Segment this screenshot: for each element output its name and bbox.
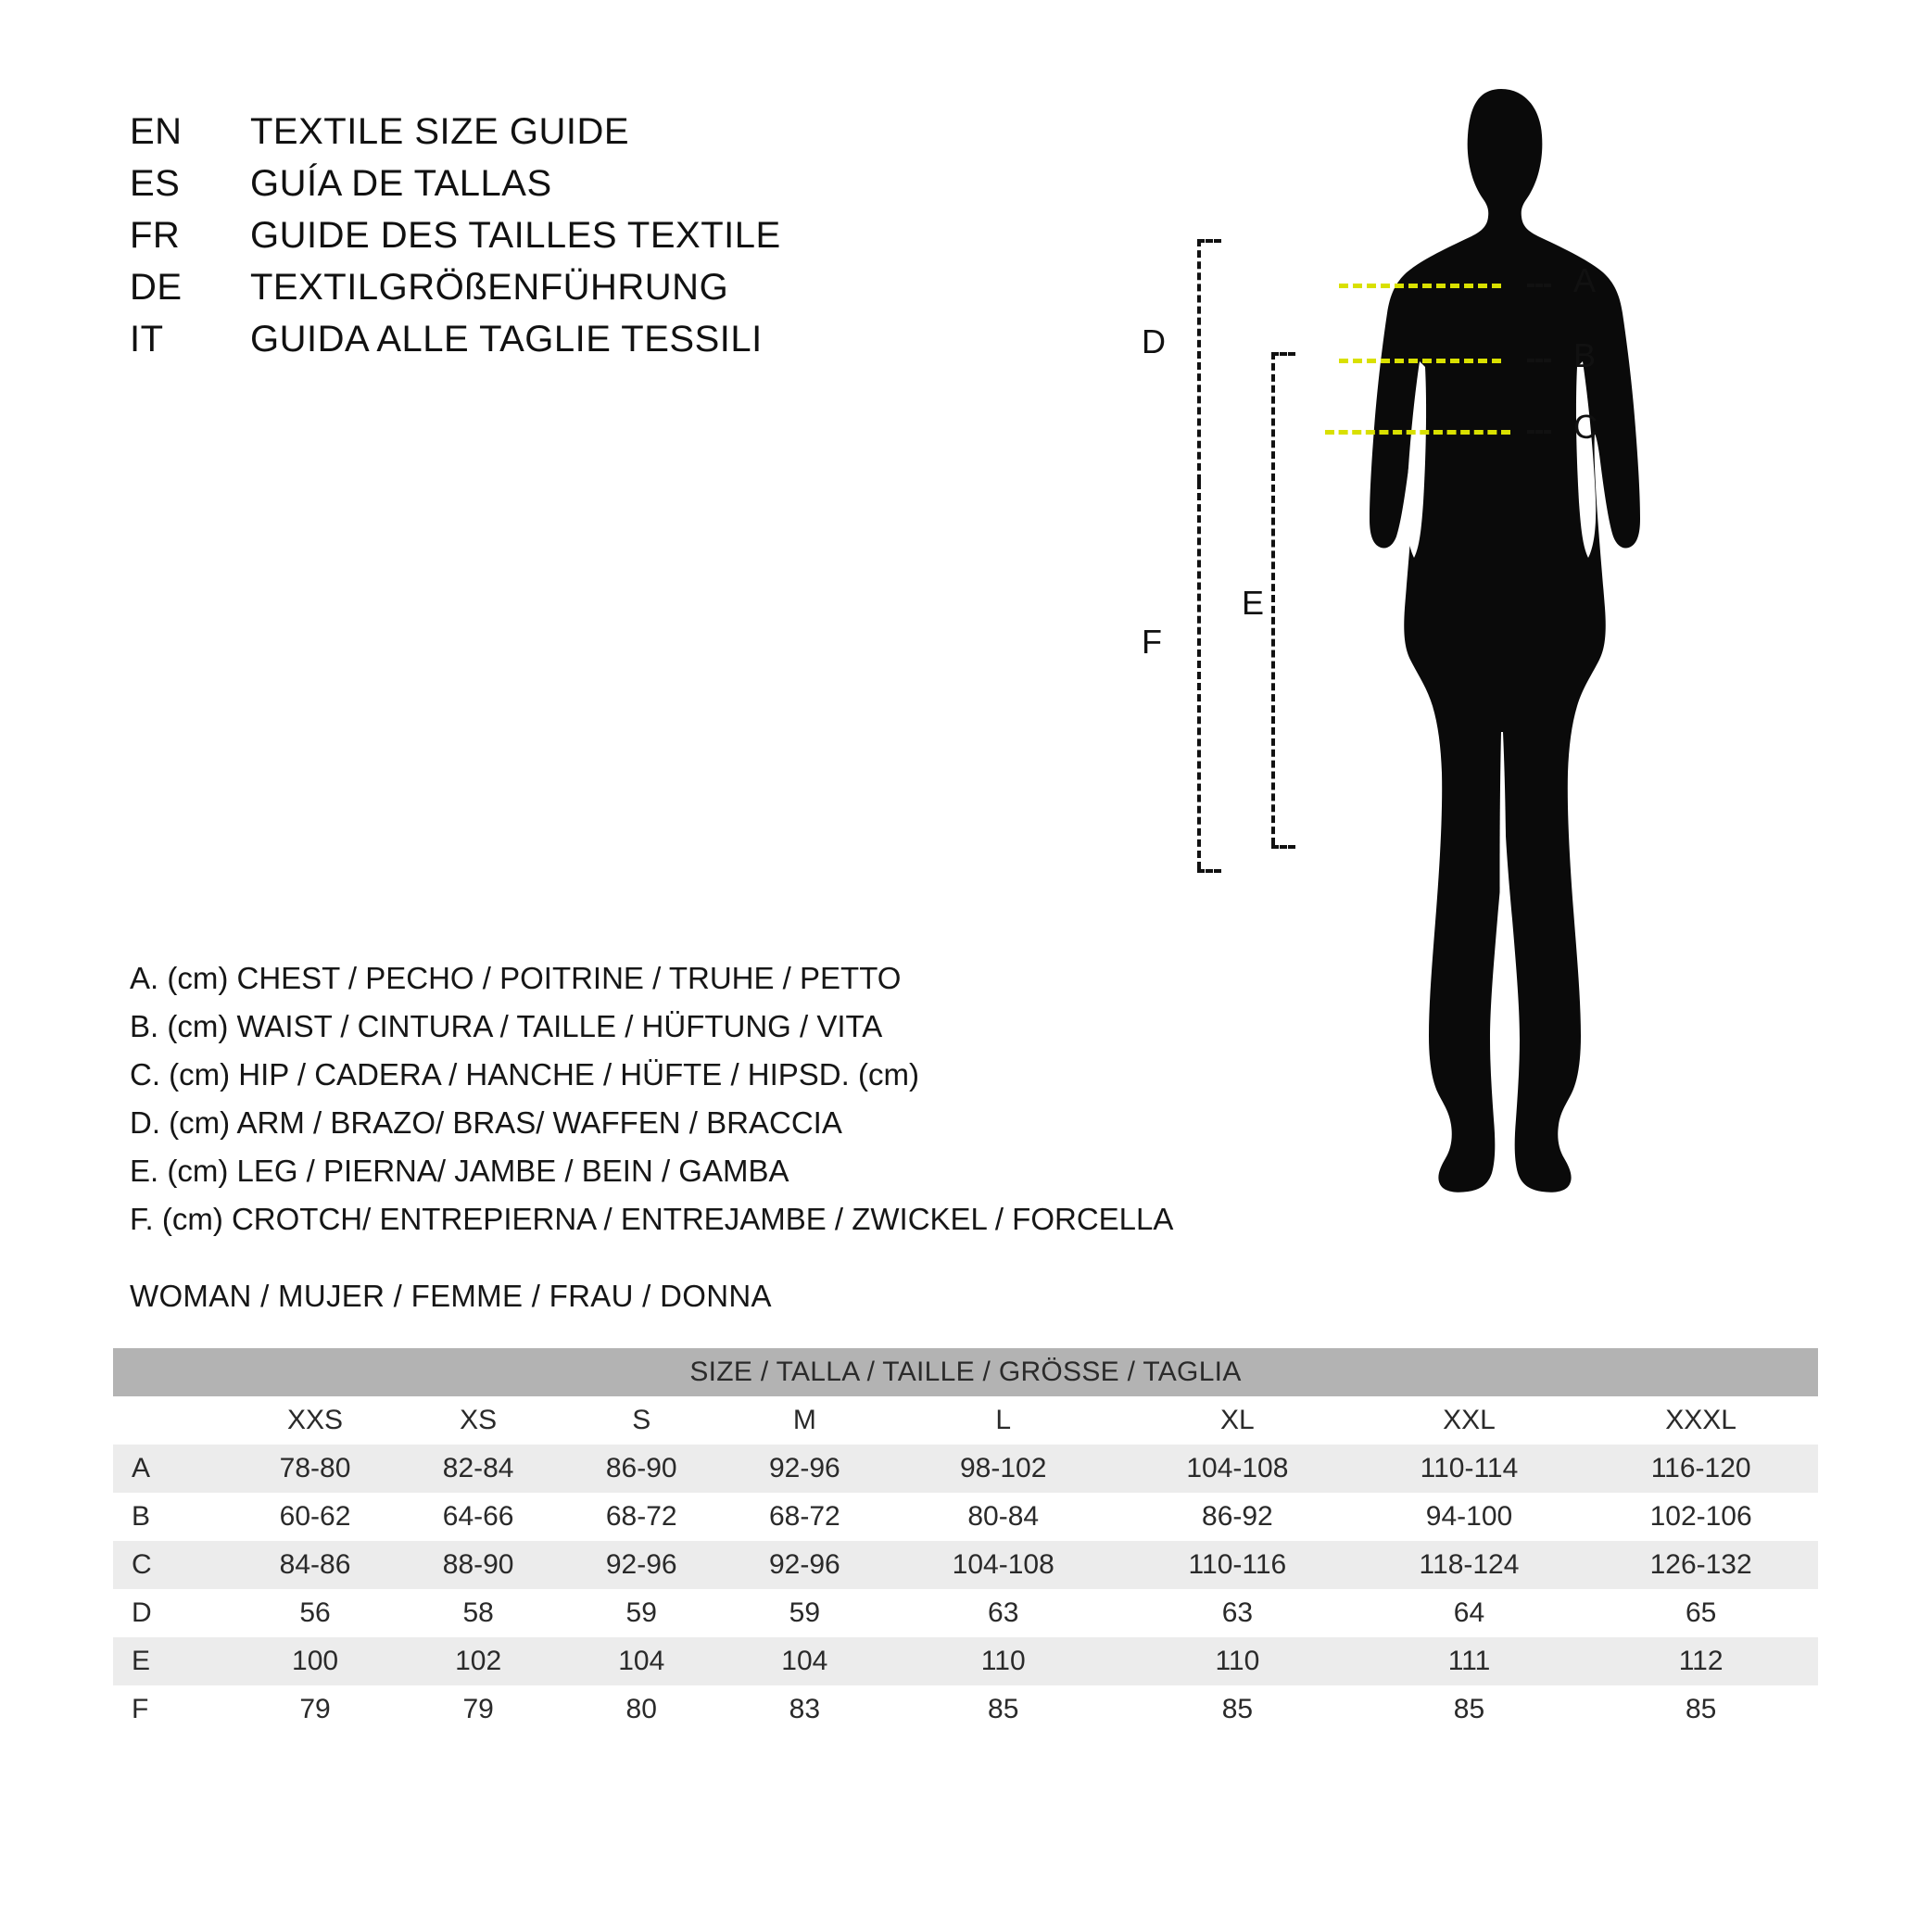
column-header: XXL — [1355, 1396, 1585, 1445]
table-cell: 104-108 — [886, 1541, 1120, 1589]
chest-measure-line — [1339, 284, 1501, 288]
table-cell: 83 — [723, 1685, 886, 1734]
table-cell: 59 — [723, 1589, 886, 1637]
table-cell: 80-84 — [886, 1493, 1120, 1541]
column-header: XXS — [234, 1396, 397, 1445]
table-cell: 110-114 — [1355, 1445, 1585, 1493]
table-cell: 85 — [1584, 1685, 1818, 1734]
legend-item-c: C. (cm) HIP / CADERA / HANCHE / HÜFTE / HIPSD. (cm) — [130, 1057, 919, 1092]
table-cell: 80 — [560, 1685, 723, 1734]
table-cell: 126-132 — [1584, 1541, 1818, 1589]
table-cell: 82-84 — [397, 1445, 560, 1493]
table-cell: 112 — [1584, 1637, 1818, 1685]
column-header: S — [560, 1396, 723, 1445]
size-table — [113, 1348, 1818, 1734]
table-cell: 100 — [234, 1637, 397, 1685]
crotch-span-bottom-tick — [1197, 869, 1221, 873]
table-cell: 86-90 — [560, 1445, 723, 1493]
table-cell: 63 — [1120, 1589, 1355, 1637]
table-cell: 65 — [1584, 1589, 1818, 1637]
table-cell: 84-86 — [234, 1541, 397, 1589]
row-header: C — [113, 1541, 234, 1589]
section-label-woman: WOMAN / MUJER / FEMME / FRAU / DONNA — [130, 1279, 772, 1313]
table-cell: 64 — [1355, 1589, 1585, 1637]
table-cell: 79 — [234, 1685, 397, 1734]
title-lang-code: FR — [130, 215, 181, 256]
row-header: A — [113, 1445, 234, 1493]
table-cell: 79 — [397, 1685, 560, 1734]
title-text: GUIDE DES TAILLES TEXTILE — [250, 215, 781, 256]
title-row — [130, 319, 964, 371]
table-cell: 86-92 — [1120, 1493, 1355, 1541]
table-cell: 85 — [886, 1685, 1120, 1734]
waist-measure-line — [1339, 359, 1501, 363]
column-header: XS — [397, 1396, 560, 1445]
measurement-diagram — [1112, 56, 1909, 1223]
table-cell: 68-72 — [560, 1493, 723, 1541]
title-row — [130, 215, 964, 267]
table-cell: 104 — [723, 1637, 886, 1685]
mark-label-d: D — [1142, 322, 1166, 360]
table-cell: 104 — [560, 1637, 723, 1685]
table-cell: 110 — [1120, 1637, 1355, 1685]
mark-label-b: B — [1573, 336, 1597, 374]
table-cell: 58 — [397, 1589, 560, 1637]
hip-measure-line — [1325, 430, 1510, 435]
table-row — [113, 1589, 1818, 1637]
table-row — [113, 1637, 1818, 1685]
mark-label-f: F — [1142, 623, 1162, 661]
table-corner-cell — [113, 1396, 234, 1445]
title-text: GUÍA DE TALLAS — [250, 163, 552, 204]
size-band-label: SIZE / TALLA / TAILLE / GRÖSSE / TAGLIA — [113, 1348, 1818, 1396]
arm-span-line-d — [1197, 239, 1201, 482]
table-cell: 102 — [397, 1637, 560, 1685]
table-row — [113, 1445, 1818, 1493]
female-body-silhouette-icon — [1334, 83, 1668, 1223]
legend-item-a: A. (cm) CHEST / PECHO / POITRINE / TRUHE / PETTO — [130, 961, 902, 995]
table-cell: 102-106 — [1584, 1493, 1818, 1541]
leader-line-a — [1527, 284, 1551, 287]
table-cell: 110-116 — [1120, 1541, 1355, 1589]
legend-item-f: F. (cm) CROTCH/ ENTREPIERNA / ENTREJAMBE / ZWICKEL / FORCELLA — [130, 1202, 1174, 1236]
table-band-header — [113, 1348, 1818, 1396]
row-header: E — [113, 1637, 234, 1685]
title-text: GUIDA ALLE TAGLIE TESSILI — [250, 319, 763, 360]
title-text: TEXTILGRÖßENFÜHRUNG — [250, 267, 729, 308]
table-cell: 92-96 — [723, 1445, 886, 1493]
column-header: XXXL — [1584, 1396, 1818, 1445]
leg-span-line-e — [1271, 352, 1275, 845]
arm-span-top-tick — [1197, 239, 1221, 243]
table-cell: 88-90 — [397, 1541, 560, 1589]
row-header: D — [113, 1589, 234, 1637]
table-cell: 92-96 — [560, 1541, 723, 1589]
table-cell: 118-124 — [1355, 1541, 1585, 1589]
table-row — [113, 1685, 1818, 1734]
mark-label-c: C — [1573, 408, 1597, 446]
table-cell: 85 — [1120, 1685, 1355, 1734]
leg-span-top-tick — [1271, 352, 1295, 356]
table-cell: 111 — [1355, 1637, 1585, 1685]
legend-item-b: B. (cm) WAIST / CINTURA / TAILLE / HÜFTUNG / VITA — [130, 1009, 883, 1043]
legend-item-d: D. (cm) ARM / BRAZO/ BRAS/ WAFFEN / BRACCIA — [130, 1105, 842, 1140]
column-header: M — [723, 1396, 886, 1445]
table-cell: 98-102 — [886, 1445, 1120, 1493]
leg-span-bottom-tick — [1271, 845, 1295, 849]
title-row — [130, 111, 964, 163]
leader-line-c — [1527, 430, 1551, 434]
table-cell: 110 — [886, 1637, 1120, 1685]
table-cell: 64-66 — [397, 1493, 560, 1541]
column-header: XL — [1120, 1396, 1355, 1445]
table-cell: 60-62 — [234, 1493, 397, 1541]
table-cell: 68-72 — [723, 1493, 886, 1541]
table-row — [113, 1541, 1818, 1589]
table-cell: 116-120 — [1584, 1445, 1818, 1493]
title-lang-code: IT — [130, 319, 164, 360]
title-row — [130, 267, 964, 319]
table-cell: 59 — [560, 1589, 723, 1637]
table-header-row — [113, 1396, 1818, 1445]
title-lang-code: DE — [130, 267, 183, 308]
table-cell: 94-100 — [1355, 1493, 1585, 1541]
title-lang-code: EN — [130, 111, 183, 152]
title-text: TEXTILE SIZE GUIDE — [250, 111, 630, 152]
table-cell: 78-80 — [234, 1445, 397, 1493]
table-cell: 104-108 — [1120, 1445, 1355, 1493]
title-block — [130, 111, 964, 371]
leader-line-b — [1527, 359, 1551, 362]
title-row — [130, 163, 964, 215]
row-header: B — [113, 1493, 234, 1541]
mark-label-a: A — [1573, 261, 1597, 299]
row-header: F — [113, 1685, 234, 1734]
table-row — [113, 1493, 1818, 1541]
table-cell: 63 — [886, 1589, 1120, 1637]
title-lang-code: ES — [130, 163, 181, 204]
table-cell: 56 — [234, 1589, 397, 1637]
column-header: L — [886, 1396, 1120, 1445]
table-cell: 85 — [1355, 1685, 1585, 1734]
table-cell: 92-96 — [723, 1541, 886, 1589]
mark-label-e: E — [1242, 584, 1265, 622]
crotch-span-line-f — [1197, 482, 1201, 869]
legend-item-e: E. (cm) LEG / PIERNA/ JAMBE / BEIN / GAMBA — [130, 1154, 789, 1188]
